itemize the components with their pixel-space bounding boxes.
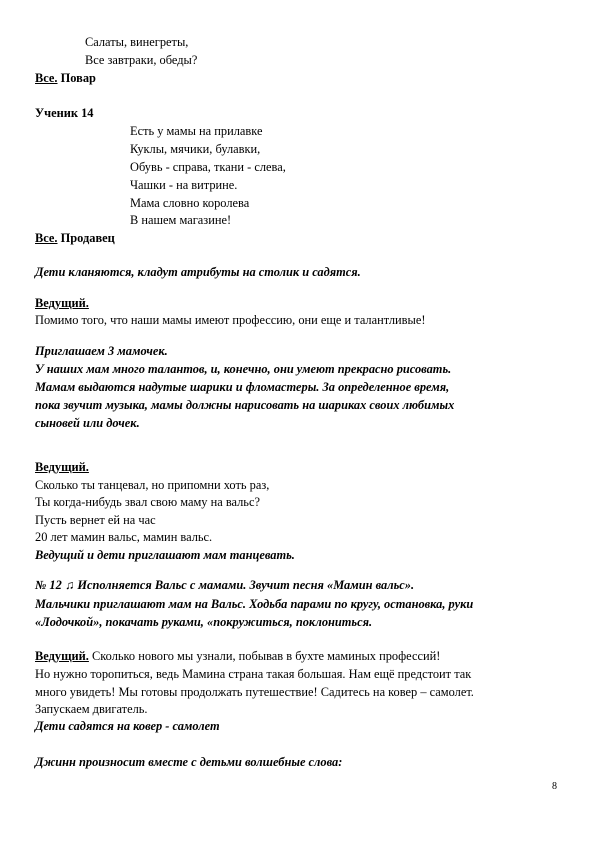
stage-direction: Джинн произносит вместе с детьми волшебные слова: — [35, 755, 343, 769]
poem-line: Мама словно королева — [130, 196, 250, 210]
text-line: Сколько ты танцевал, но припомни хоть раз, — [35, 478, 270, 492]
speaker-label: Ведущий. — [35, 296, 89, 310]
text-line: Салаты, винегреты, — [85, 35, 189, 49]
track-number: № 12 — [35, 578, 65, 592]
stage-direction: Приглашаем 3 мамочек. — [35, 344, 168, 358]
poem-line: Куклы, мячики, булавки, — [130, 142, 261, 156]
speaker-line — [35, 71, 96, 85]
music-note-icon: ♫ — [64, 578, 75, 592]
stage-direction: сыновей или дочек. — [35, 416, 140, 430]
stage-direction: Дети кланяются, кладут атрибуты на столик и садятся. — [35, 265, 361, 279]
text-line: много увидеть! Мы готовы продолжать путешествие! Садитесь на ковер – самолет. — [35, 685, 474, 699]
page-number: 8 — [552, 781, 557, 792]
stage-direction: «Лодочкой», покачать руками, «покружиться, поклониться. — [35, 615, 373, 629]
track-text: Исполняется Вальс с мамами. Звучит песня «Мамин вальс». — [74, 578, 415, 592]
speaker-label: Все. — [35, 231, 58, 245]
speaker-label: Ведущий. — [35, 460, 89, 474]
stage-direction: Ведущий и дети приглашают мам танцевать. — [35, 548, 295, 562]
poem-line: Есть у мамы на прилавке — [130, 124, 263, 138]
stage-direction: Мамам выдаются надутые шарики и фломастеры. За определенное время, — [35, 380, 450, 394]
text-line: Все завтраки, обеды? — [85, 53, 198, 67]
stage-direction: Дети садятся на ковер - самолет — [35, 719, 220, 733]
speaker-label: Все. — [35, 71, 58, 85]
text-line: 20 лет мамин вальс, мамин вальс. — [35, 530, 213, 544]
poem-line: Обувь - справа, ткани - слева, — [130, 160, 286, 174]
text-line: Запускаем двигатель. — [35, 702, 148, 716]
speaker-line — [35, 231, 115, 245]
role-text: Продавец — [57, 231, 115, 245]
poem-line: Чашки - на витрине. — [130, 178, 238, 192]
text-line: Но нужно торопиться, ведь Мамина страна такая большая. Нам ещё предстоит так — [35, 667, 472, 681]
student-heading: Ученик 14 — [35, 106, 94, 120]
role-text: Повар — [57, 71, 96, 85]
stage-direction: Мальчики приглашают мам на Вальс. Ходьба парами по кругу, остановка, руки — [35, 597, 474, 611]
poem-line: В нашем магазине! — [130, 213, 232, 227]
text-line: Помимо того, что наши мамы имеют профессию, они еще и талантливые! — [35, 313, 426, 327]
text-line: Ты когда-нибудь звал свою маму на вальс? — [35, 495, 260, 509]
text-line: Пусть вернет ей на час — [35, 513, 156, 527]
text-line: Сколько нового мы узнали, побывав в бухте маминых профессий! — [88, 649, 441, 663]
stage-direction: У наших мам много талантов, и, конечно, они умеют прекрасно рисовать. — [35, 362, 452, 376]
speaker-label: Ведущий. — [35, 649, 89, 663]
speaker-line — [35, 649, 440, 663]
stage-direction — [35, 578, 414, 592]
stage-direction: пока звучит музыка, мамы должны нарисовать на шариках своих любимых — [35, 398, 455, 412]
